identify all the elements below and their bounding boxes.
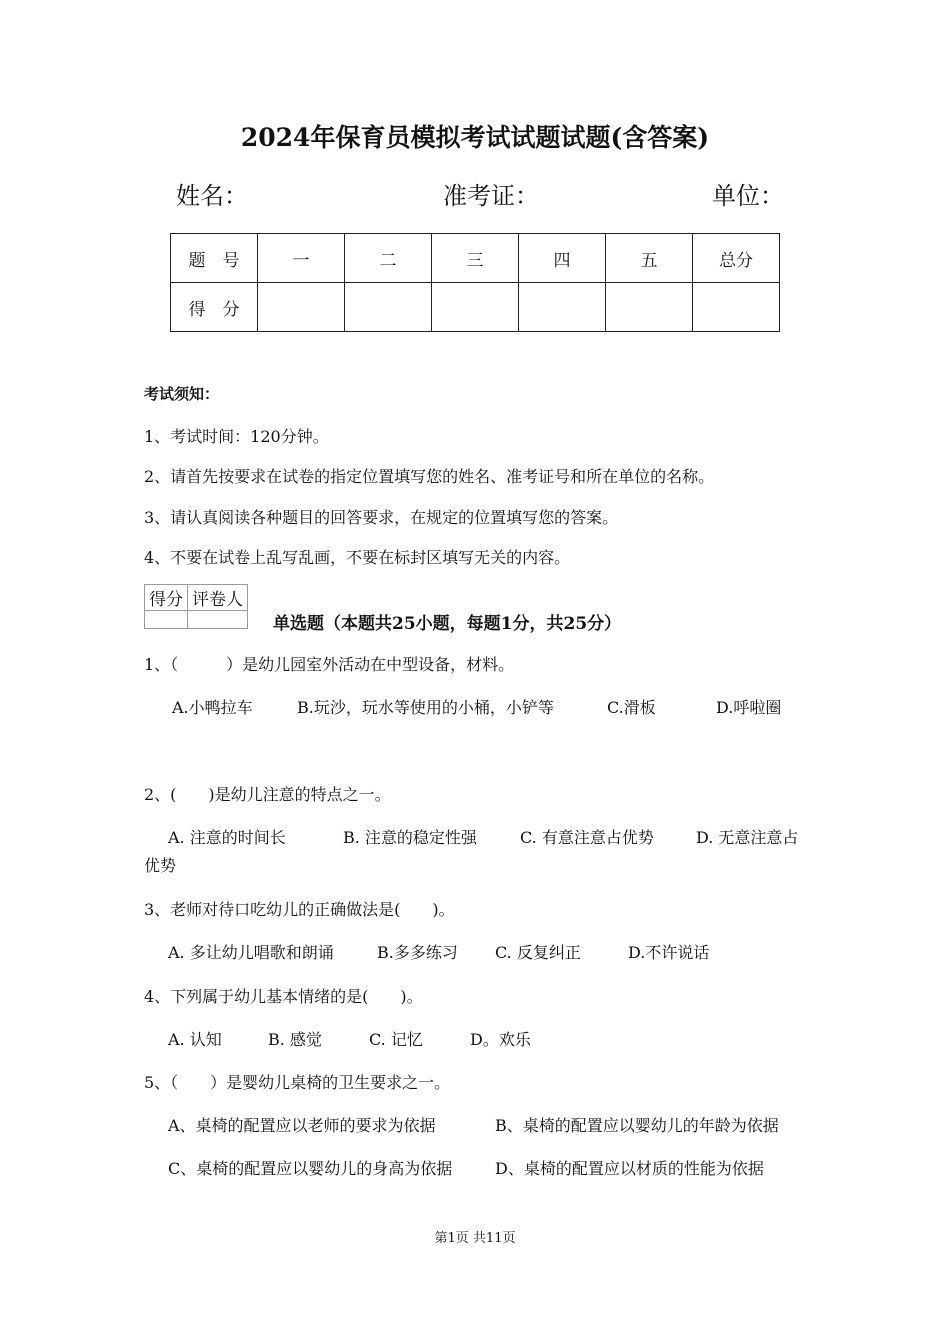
score-table-header-row — [171, 234, 780, 283]
score-header-cell: 总分 — [693, 234, 780, 283]
score-cell[interactable] — [693, 283, 780, 332]
name-label: 姓名： — [176, 182, 248, 210]
exam-id-label: 准考证： — [443, 182, 539, 210]
grader-box — [144, 584, 248, 629]
question-option: A. 认知 — [168, 1030, 222, 1049]
notice-item: 2、请首先按要求在试卷的指定位置填写您的姓名、准考证号和所在单位的名称。 — [144, 467, 715, 486]
question-option: D.呼啦圈 — [716, 698, 782, 717]
score-header-cell: 四 — [519, 234, 606, 283]
question-stem: 5、（ ）是婴幼儿桌椅的卫生要求之一。 — [144, 1073, 451, 1092]
question-option: D、桌椅的配置应以材质的性能为依据 — [495, 1159, 764, 1178]
score-table — [170, 233, 780, 332]
grader-score-label: 得分 — [145, 585, 188, 611]
score-cell[interactable] — [519, 283, 606, 332]
question-option: B. 感觉 — [268, 1030, 322, 1049]
question-option: D.不许说话 — [628, 943, 710, 962]
grader-score-cell[interactable] — [145, 611, 188, 629]
notice-item: 1、考试时间：120分钟。 — [144, 427, 329, 446]
question-option: C. 记忆 — [369, 1030, 423, 1049]
question-option: A. 多让幼儿唱歌和朗诵 — [168, 943, 334, 962]
score-header-cell: 一 — [258, 234, 345, 283]
question-stem: 4、下列属于幼儿基本情绪的是( )。 — [144, 987, 423, 1006]
question-option-wrap: 优势 — [144, 856, 177, 875]
question-option: B、桌椅的配置应以婴幼儿的年龄为依据 — [495, 1116, 779, 1135]
score-cell[interactable] — [345, 283, 432, 332]
question-option: A. 注意的时间长 — [168, 828, 286, 847]
question-stem: 1、（ ）是幼儿园室外活动在中型设备，材料。 — [144, 655, 515, 674]
question-stem: 2、( )是幼儿注意的特点之一。 — [144, 785, 391, 804]
score-cell[interactable] — [258, 283, 345, 332]
question-option: A.小鸭拉车 — [172, 698, 253, 717]
document-title: 2024年保育员模拟考试试题试题(含答案) — [240, 123, 710, 152]
score-cell[interactable] — [432, 283, 519, 332]
section-title: 单选题（本题共25小题，每题1分，共25分） — [273, 614, 622, 634]
score-cell[interactable] — [606, 283, 693, 332]
unit-label: 单位： — [712, 182, 784, 210]
score-header-cell: 五 — [606, 234, 693, 283]
notice-item: 3、请认真阅读各种题目的回答要求，在规定的位置填写您的答案。 — [144, 508, 619, 527]
question-option: B.多多练习 — [377, 943, 458, 962]
question-option: C.滑板 — [607, 698, 656, 717]
question-option: B. 注意的稳定性强 — [343, 828, 477, 847]
question-option: C. 有意注意占优势 — [520, 828, 654, 847]
score-table-score-row — [171, 283, 780, 332]
question-option: A、桌椅的配置应以老师的要求为依据 — [168, 1116, 436, 1135]
question-option: C、桌椅的配置应以婴幼儿的身高为依据 — [168, 1159, 453, 1178]
question-option: C. 反复纠正 — [495, 943, 581, 962]
question-stem: 3、老师对待口吃幼儿的正确做法是( )。 — [144, 900, 455, 919]
question-option: D. 无意注意占 — [696, 828, 799, 847]
score-header-cell: 二 — [345, 234, 432, 283]
question-option: D。欢乐 — [470, 1030, 531, 1049]
score-row-label: 得 分 — [171, 283, 258, 332]
score-header-cell: 三 — [432, 234, 519, 283]
notice-title: 考试须知： — [144, 385, 220, 403]
grader-reviewer-label: 评卷人 — [188, 585, 248, 611]
question-option: B.玩沙，玩水等使用的小桶，小铲等 — [297, 698, 554, 717]
grader-reviewer-cell[interactable] — [188, 611, 248, 629]
page-footer: 第1页 共11页 — [434, 1231, 516, 1246]
score-header-cell: 题 号 — [171, 234, 258, 283]
notice-item: 4、不要在试卷上乱写乱画，不要在标封区填写无关的内容。 — [144, 548, 571, 567]
